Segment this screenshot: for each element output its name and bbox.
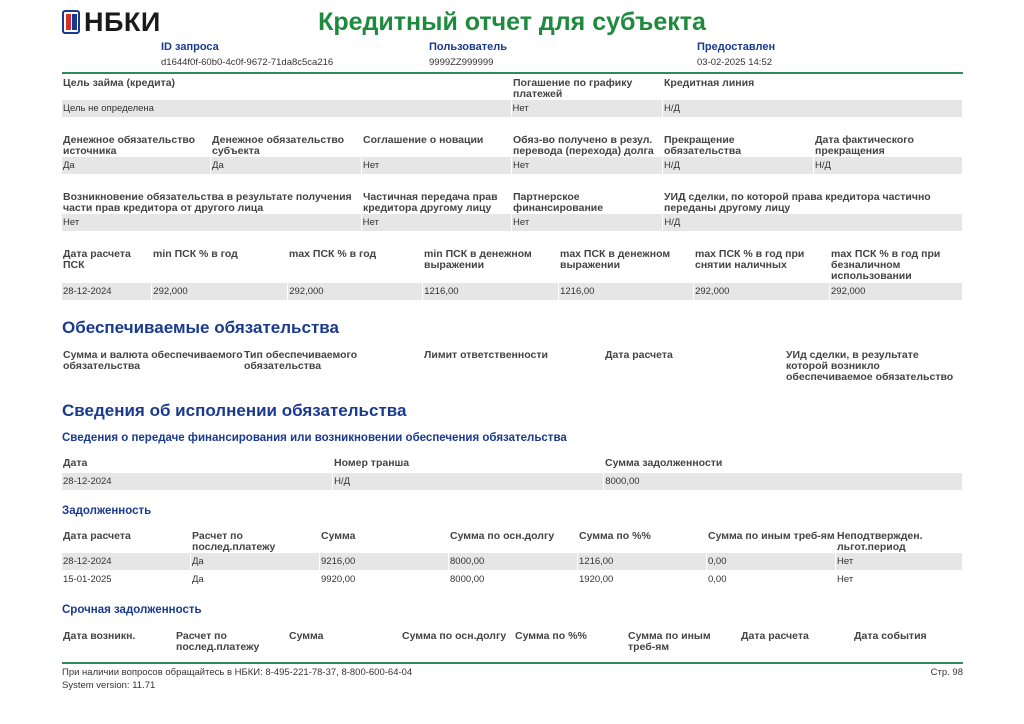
request-id-value: d1644f0f-60b0-4c0f-9672-71da8c5ca216 [161, 57, 334, 68]
column-header: Дата события [854, 630, 927, 642]
transfer-block [62, 458, 963, 490]
page-number: Стр. 98 [930, 667, 963, 678]
field-label: УИд сделки, в результате которой возникло обеспечиваемое обязательство [786, 349, 954, 383]
execution-title: Сведения об исполнении обязательства [62, 401, 407, 420]
field-value: 8000,00 [604, 473, 962, 490]
table-cell: 9920,00 [320, 571, 448, 588]
table-cell: 15-01-2025 [62, 571, 190, 588]
field-label: Соглашение о новации [363, 134, 484, 146]
field-label: Номер транша [334, 457, 410, 469]
column-header: Расчет по послед.платежу [176, 630, 260, 653]
field-label: max ПСК % в год при безналичном использовании [831, 248, 941, 282]
field-value: Нет [512, 214, 662, 231]
transfer-subtitle: Сведения о передаче финансирования или возникновении обеспечения обязательства [62, 432, 567, 444]
provided-value: 03-02-2025 14:52 [697, 57, 773, 68]
table-cell: Да [191, 571, 319, 588]
column-header: Расчет по послед.платежу [192, 530, 276, 553]
field-value: Н/Д [663, 157, 813, 174]
field-label: Сумма задолженности [605, 457, 723, 469]
table-row [62, 571, 963, 588]
field-value: 292,000 [830, 283, 962, 300]
column-header: Сумма [321, 530, 356, 542]
field-label: УИД сделки, по которой права кредитора частично переданы другому лицу [664, 191, 931, 214]
column-header: Сумма по иным треб-ям [628, 630, 711, 653]
field-value: Н/Д [814, 157, 962, 174]
table-cell: 0,00 [707, 571, 835, 588]
footer-version: System version: 11.71 [62, 680, 156, 691]
table-cell: 1920,00 [578, 571, 706, 588]
column-header: Сумма по %% [515, 630, 587, 642]
user-label: Пользователь [429, 41, 508, 53]
field-value: 292,000 [288, 283, 422, 300]
field-label: Возникновение обязательства в результате получения части прав кредитора от другого лица [63, 191, 352, 214]
column-header: Неподтвержден. льгот.период [837, 530, 923, 553]
table-cell: Нет [836, 553, 962, 570]
request-id-label: ID запроса [161, 41, 219, 53]
field-label: Дата фактического прекращения [815, 134, 914, 157]
field-label: max ПСК в денежном выражении [560, 248, 671, 271]
column-header: Сумма [289, 630, 324, 642]
secured-obligations-title: Обеспечиваемые обязательства [62, 318, 339, 337]
field-value: 28-12-2024 [62, 473, 332, 490]
nbki-logo [62, 8, 161, 36]
field-label: Обяз-во получено в резул. перевода (перехода) долга [513, 134, 654, 157]
field-label: Кредитная линия [664, 77, 755, 89]
field-value: Нет [62, 214, 361, 231]
field-label: Дата [63, 457, 88, 469]
table-cell: 0,00 [707, 553, 835, 570]
column-header: Сумма по иным треб-ям [708, 530, 835, 542]
page-title: Кредитный отчет для субъекта [318, 8, 706, 36]
field-label: Прекращение обязательства [664, 134, 742, 157]
psk-block [62, 249, 963, 300]
rights-transfer-block [62, 192, 963, 231]
debt-subtitle: Задолженность [62, 505, 152, 517]
field-value: Н/Д [333, 473, 603, 490]
field-value: 28-12-2024 [62, 283, 151, 300]
field-value: Нет [362, 157, 511, 174]
field-label: Дата расчета [605, 349, 673, 361]
debt-table [62, 531, 963, 588]
field-value: 292,000 [694, 283, 829, 300]
obligation-flags-block [62, 135, 963, 174]
field-label: Денежное обязательство субъекта [212, 134, 345, 157]
field-label: Сумма и валюта обеспечиваемого обязательства [63, 349, 243, 372]
field-label: Дата расчета ПСК [63, 248, 131, 271]
header-divider [62, 72, 963, 74]
table-row [62, 553, 963, 570]
field-value: Н/Д [663, 214, 962, 231]
provided-label: Предоставлен [697, 41, 776, 53]
field-value: Нет [512, 100, 663, 117]
field-value: Да [62, 157, 210, 174]
field-label: min ПСК % в год [153, 248, 238, 260]
field-label: Погашение по графику платежей [513, 77, 633, 100]
field-label: Цель займа (кредита) [63, 77, 176, 89]
field-label: Тип обеспечиваемого обязательства [244, 349, 358, 372]
secured-obligations-block [62, 350, 963, 383]
column-header: Дата расчета [63, 530, 131, 542]
field-label: Лимит ответственности [424, 349, 548, 361]
field-value: Цель не определена [62, 100, 511, 117]
footer-divider [62, 662, 963, 664]
field-value: Нет [362, 214, 511, 231]
field-label: max ПСК % в год [289, 248, 377, 260]
column-header: Сумма по осн.долгу [402, 630, 507, 642]
nbki-logo-mark-icon [62, 10, 80, 34]
table-cell: 9216,00 [320, 553, 448, 570]
field-value: Да [211, 157, 361, 174]
loan-purpose-block [62, 78, 963, 117]
table-cell: Да [191, 553, 319, 570]
field-label: Частичная передача прав кредитора другому лицу [363, 191, 498, 214]
urgent-debt-subtitle: Срочная задолженность [62, 604, 202, 616]
field-value: 1216,00 [559, 283, 693, 300]
logo-text: НБКИ [84, 7, 161, 37]
column-header: Дата расчета [741, 630, 809, 642]
field-label: min ПСК в денежном выражении [424, 248, 532, 271]
field-value: 292,000 [152, 283, 287, 300]
table-cell: 28-12-2024 [62, 553, 190, 570]
table-cell: 8000,00 [449, 553, 577, 570]
column-header: Сумма по осн.долгу [450, 530, 555, 542]
table-cell: 1216,00 [578, 553, 706, 570]
table-cell: 8000,00 [449, 571, 577, 588]
urgent-debt-table [62, 631, 963, 653]
field-label: Партнерское финансирование [513, 191, 604, 214]
footer-contact: При наличии вопросов обращайтесь в НБКИ: 8-495-221-78-37, 8-800-600-64-04 [62, 667, 413, 678]
field-value: 1216,00 [423, 283, 558, 300]
table-cell: Нет [836, 571, 962, 588]
column-header: Сумма по %% [579, 530, 651, 542]
field-label: max ПСК % в год при снятии наличных [695, 248, 805, 271]
user-value: 9999ZZ999999 [429, 57, 494, 68]
field-value: Н/Д [663, 100, 962, 117]
field-value: Нет [512, 157, 662, 174]
column-header: Дата возникн. [63, 630, 136, 642]
field-label: Денежное обязательство источника [63, 134, 196, 157]
